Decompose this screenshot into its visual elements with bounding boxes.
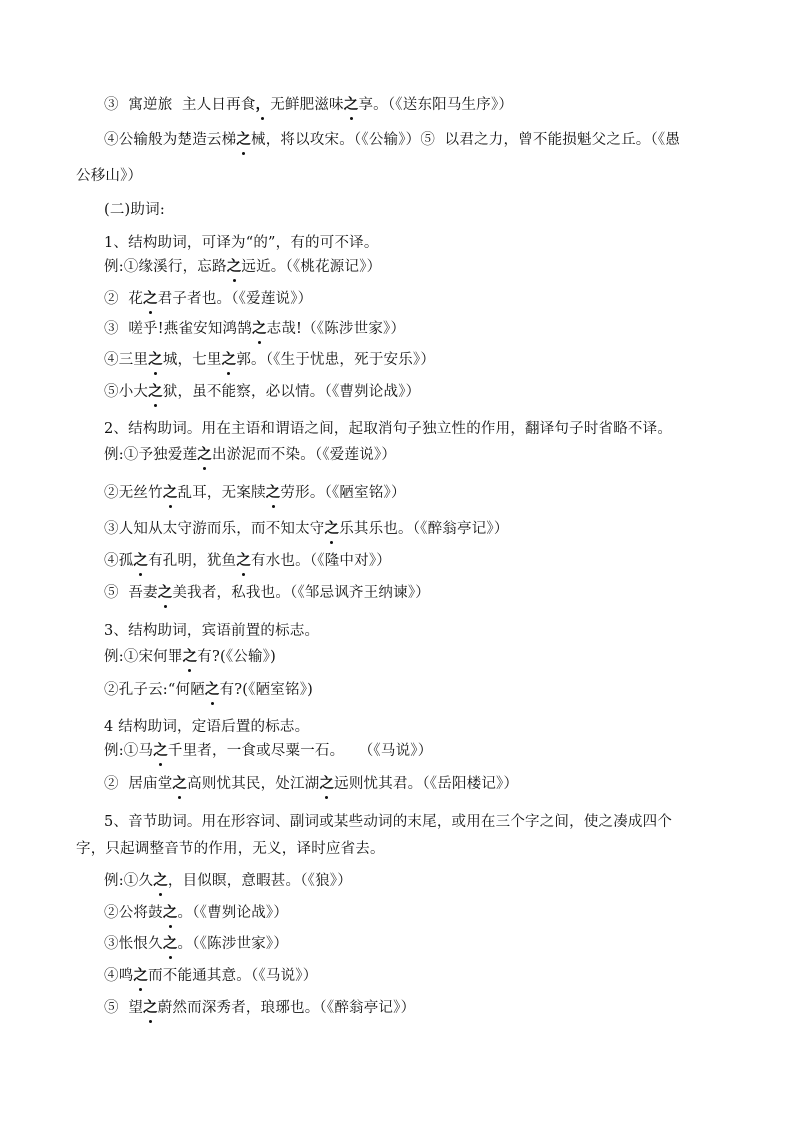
example-line: ③ 嗟乎!燕雀安知鸿鹄之志哉!（《陈涉世家》） xyxy=(104,320,406,337)
example-line: ⑤ 吾妻之美我者，私我也。（《邹忌讽齐王纳谏》） xyxy=(104,584,430,601)
emphasized-char: 之 xyxy=(251,320,267,337)
emphasized-char: 之 xyxy=(221,351,237,368)
emphasized-char: 之 xyxy=(143,290,158,307)
subsection-heading: 2、结构助词。用在主语和谓语之间，起取消句子独立性的作用，翻译句子时省略不译。 xyxy=(104,421,673,437)
emphasized-char: 之 xyxy=(265,484,281,501)
subsection-heading: 3、结构助词，宾语前置的标志。 xyxy=(104,623,320,639)
emphasized-char: 之 xyxy=(319,775,335,792)
emphasized-char: 之 xyxy=(172,775,188,792)
example-line: 例:①宋何罪之有?(《公输》) xyxy=(104,648,276,665)
example-line: ② 花之君子者也。（《爱莲说》） xyxy=(104,290,313,307)
example-line: ③人知从太守游而乐，而不知太守之乐其乐也。（《醉翁亭记》） xyxy=(104,520,509,537)
emphasized-char: 之 xyxy=(157,584,173,601)
emphasized-char: 之 xyxy=(204,681,220,698)
emphasized-char: 之 xyxy=(324,520,340,537)
emphasized-char: ， xyxy=(255,96,271,113)
example-line: ④三里之城，七里之郭。（《生于忧患，死于安乐》） xyxy=(104,351,436,368)
example-line: 例:①马之千里者，一食或尽粟一石。 （《马说》） xyxy=(104,742,433,759)
emphasized-char: 之 xyxy=(153,742,168,759)
example-line: ④鸣之而不能通其意。（《马说》） xyxy=(104,967,318,984)
subsection-heading: 1、结构助词，可译为“的”，有的可不译。 xyxy=(104,235,379,251)
emphasized-char: 之 xyxy=(162,935,178,952)
emphasized-char: 之 xyxy=(236,552,252,569)
example-line: ②孔子云:“何陋之有?(《陋室铭》) xyxy=(104,681,313,698)
example-line: ⑤ 望之蔚然而深秀者，琅琊也。（《醉翁亭记》） xyxy=(104,999,416,1016)
example-line: ④孤之有孔明，犹鱼之有水也。（《隆中对》） xyxy=(104,552,391,569)
subsection-heading: 5、音节助词。用在形容词、副词或某些动词的末尾，或用在三个字之间，使之凑成四个 xyxy=(104,814,673,830)
example-line: ②公将鼓之。（《曹刿论战》） xyxy=(104,904,289,921)
emphasized-char: 之 xyxy=(236,131,252,148)
emphasized-char: 之 xyxy=(162,904,178,921)
emphasized-char: 之 xyxy=(133,552,149,569)
example-line: ② 居庙堂之高则忧其民，处江湖之远则忧其君。（《岳阳楼记》） xyxy=(104,775,519,792)
text-line: ④公输般为楚造云梯之械，将以攻宋。（《公输》）⑤ 以君之力，曾不能损魁父之丘。（《愚 xyxy=(104,131,681,148)
text-line: 公移山》） xyxy=(76,168,143,184)
example-line: ⑤小大之狱，虽不能察，必以情。（《曹刿论战》） xyxy=(104,383,421,400)
section-heading: (二)助词: xyxy=(104,202,165,218)
emphasized-char: 之 xyxy=(148,383,163,400)
emphasized-char: 之 xyxy=(343,96,359,113)
emphasized-char: 之 xyxy=(182,648,198,665)
subsection-heading: 4 结构助词，定语后置的标志。 xyxy=(104,719,310,735)
emphasized-char: 之 xyxy=(153,872,168,889)
emphasized-char: 之 xyxy=(148,351,163,368)
example-line: 例:①久之，目似瞑，意暇甚。（《狼》） xyxy=(104,872,352,889)
emphasized-char: 之 xyxy=(143,999,158,1016)
emphasized-char: 之 xyxy=(226,258,242,275)
emphasized-char: 之 xyxy=(162,484,178,501)
example-line: 例:①予独爱莲之出淤泥而不染。（《爱莲说》） xyxy=(104,446,397,463)
example-line: ③怅恨久之。（《陈涉世家》） xyxy=(104,935,289,952)
text-line: 字，只起调整音节的作用，无义，译时应省去。 xyxy=(76,841,385,857)
example-line: ②无丝竹之乱耳，无案牍之劳形。（《陋室铭》） xyxy=(104,484,406,501)
emphasized-char: 之 xyxy=(197,446,212,463)
example-line: 例:①缘溪行，忘路之远近。（《桃花源记》） xyxy=(104,258,382,275)
emphasized-char: 之 xyxy=(133,967,149,984)
text-line: ③ 寓逆旅 主人日再食，无鲜肥滋味之享。（《送东阳马生序》） xyxy=(104,96,514,113)
